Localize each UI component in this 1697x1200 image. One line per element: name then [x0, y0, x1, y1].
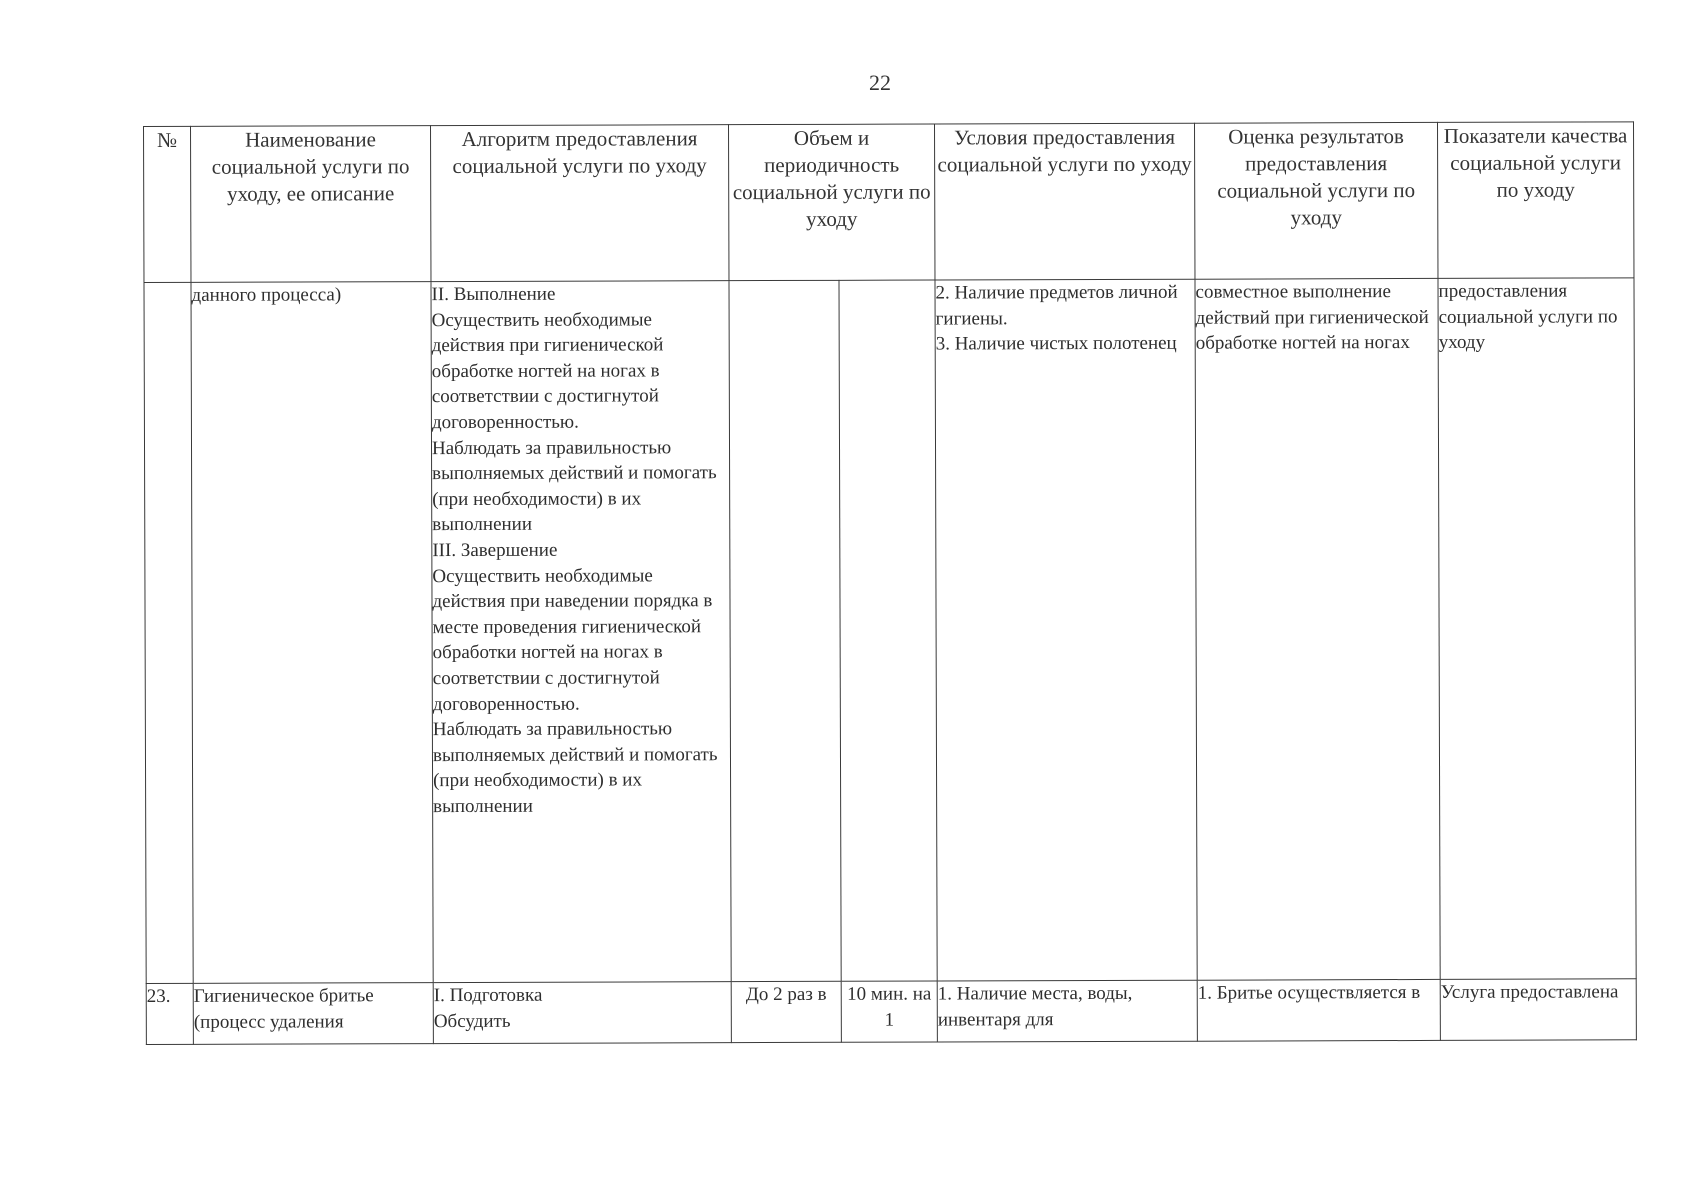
evaluation-cell: 1. Бритье осуществляется в: [1197, 979, 1440, 1041]
table-header-row: [144, 122, 1634, 283]
header-number: №: [144, 126, 191, 282]
header-evaluation: Оценка результатов предоставления социальной услуги по уходу: [1194, 122, 1437, 279]
row-number: 23.: [146, 983, 193, 1044]
row-number: [144, 282, 193, 983]
header-quality: Показатели качества социальной услуги по уходу: [1437, 122, 1633, 279]
evaluation-cell: совместное выполнение действий при гигиенической обработке ногтей на ногах: [1195, 278, 1440, 980]
algorithm-cell: II. Выполнение Осуществить необходимые действия при гигиенической обработке ногтей на ногах в соответствии с достигнутой договоренностью. Наблюдать за правильностью выполняемых действий и помогать (при необходимости) в их выполнении III. Завершение Осуществить необходимые действия при наведении порядка в месте проведения гигиенической обработки ногтей на ногах в соответствии с достигнутой договоренностью. Наблюдать за правильностью выполняемых действий и помогать (при необходимости) в их выполнении: [431, 281, 731, 983]
conditions-cell: 1. Наличие места, воды, инвентаря для: [937, 980, 1197, 1042]
algorithm-cell: I. Подготовка Обсудить: [433, 982, 731, 1044]
page-number: 22: [869, 70, 891, 95]
conditions-cell: 2. Наличие предметов личной гигиены. 3. Наличие чистых полотенец: [935, 279, 1197, 981]
frequency-cell: [839, 280, 937, 981]
quality-cell: предоставления социальной услуги по уходу: [1438, 278, 1636, 980]
frequency-cell: 10 мин. на 1: [841, 981, 937, 1042]
table-row: [144, 278, 1636, 984]
volume-cell: [729, 280, 841, 981]
header-volume-frequency: Объем и периодичность социальной услуги по уходу: [728, 124, 934, 281]
services-table: [143, 121, 1637, 1045]
service-name-cell: Гигиеническое бритье (процесс удаления: [193, 983, 433, 1045]
volume-cell: До 2 раз в: [731, 981, 841, 1042]
service-name-cell: данного процесса): [191, 282, 433, 984]
header-conditions: Условия предоставления социальной услуги по уходу: [934, 123, 1194, 280]
header-algorithm: Алгоритм предоставления социальной услуги по уходу: [431, 125, 729, 282]
header-service-name: Наименование социальной услуги по уходу, ее описание: [191, 126, 431, 283]
table-row: [146, 979, 1636, 1045]
quality-cell: Услуга предоставлена: [1440, 979, 1636, 1041]
